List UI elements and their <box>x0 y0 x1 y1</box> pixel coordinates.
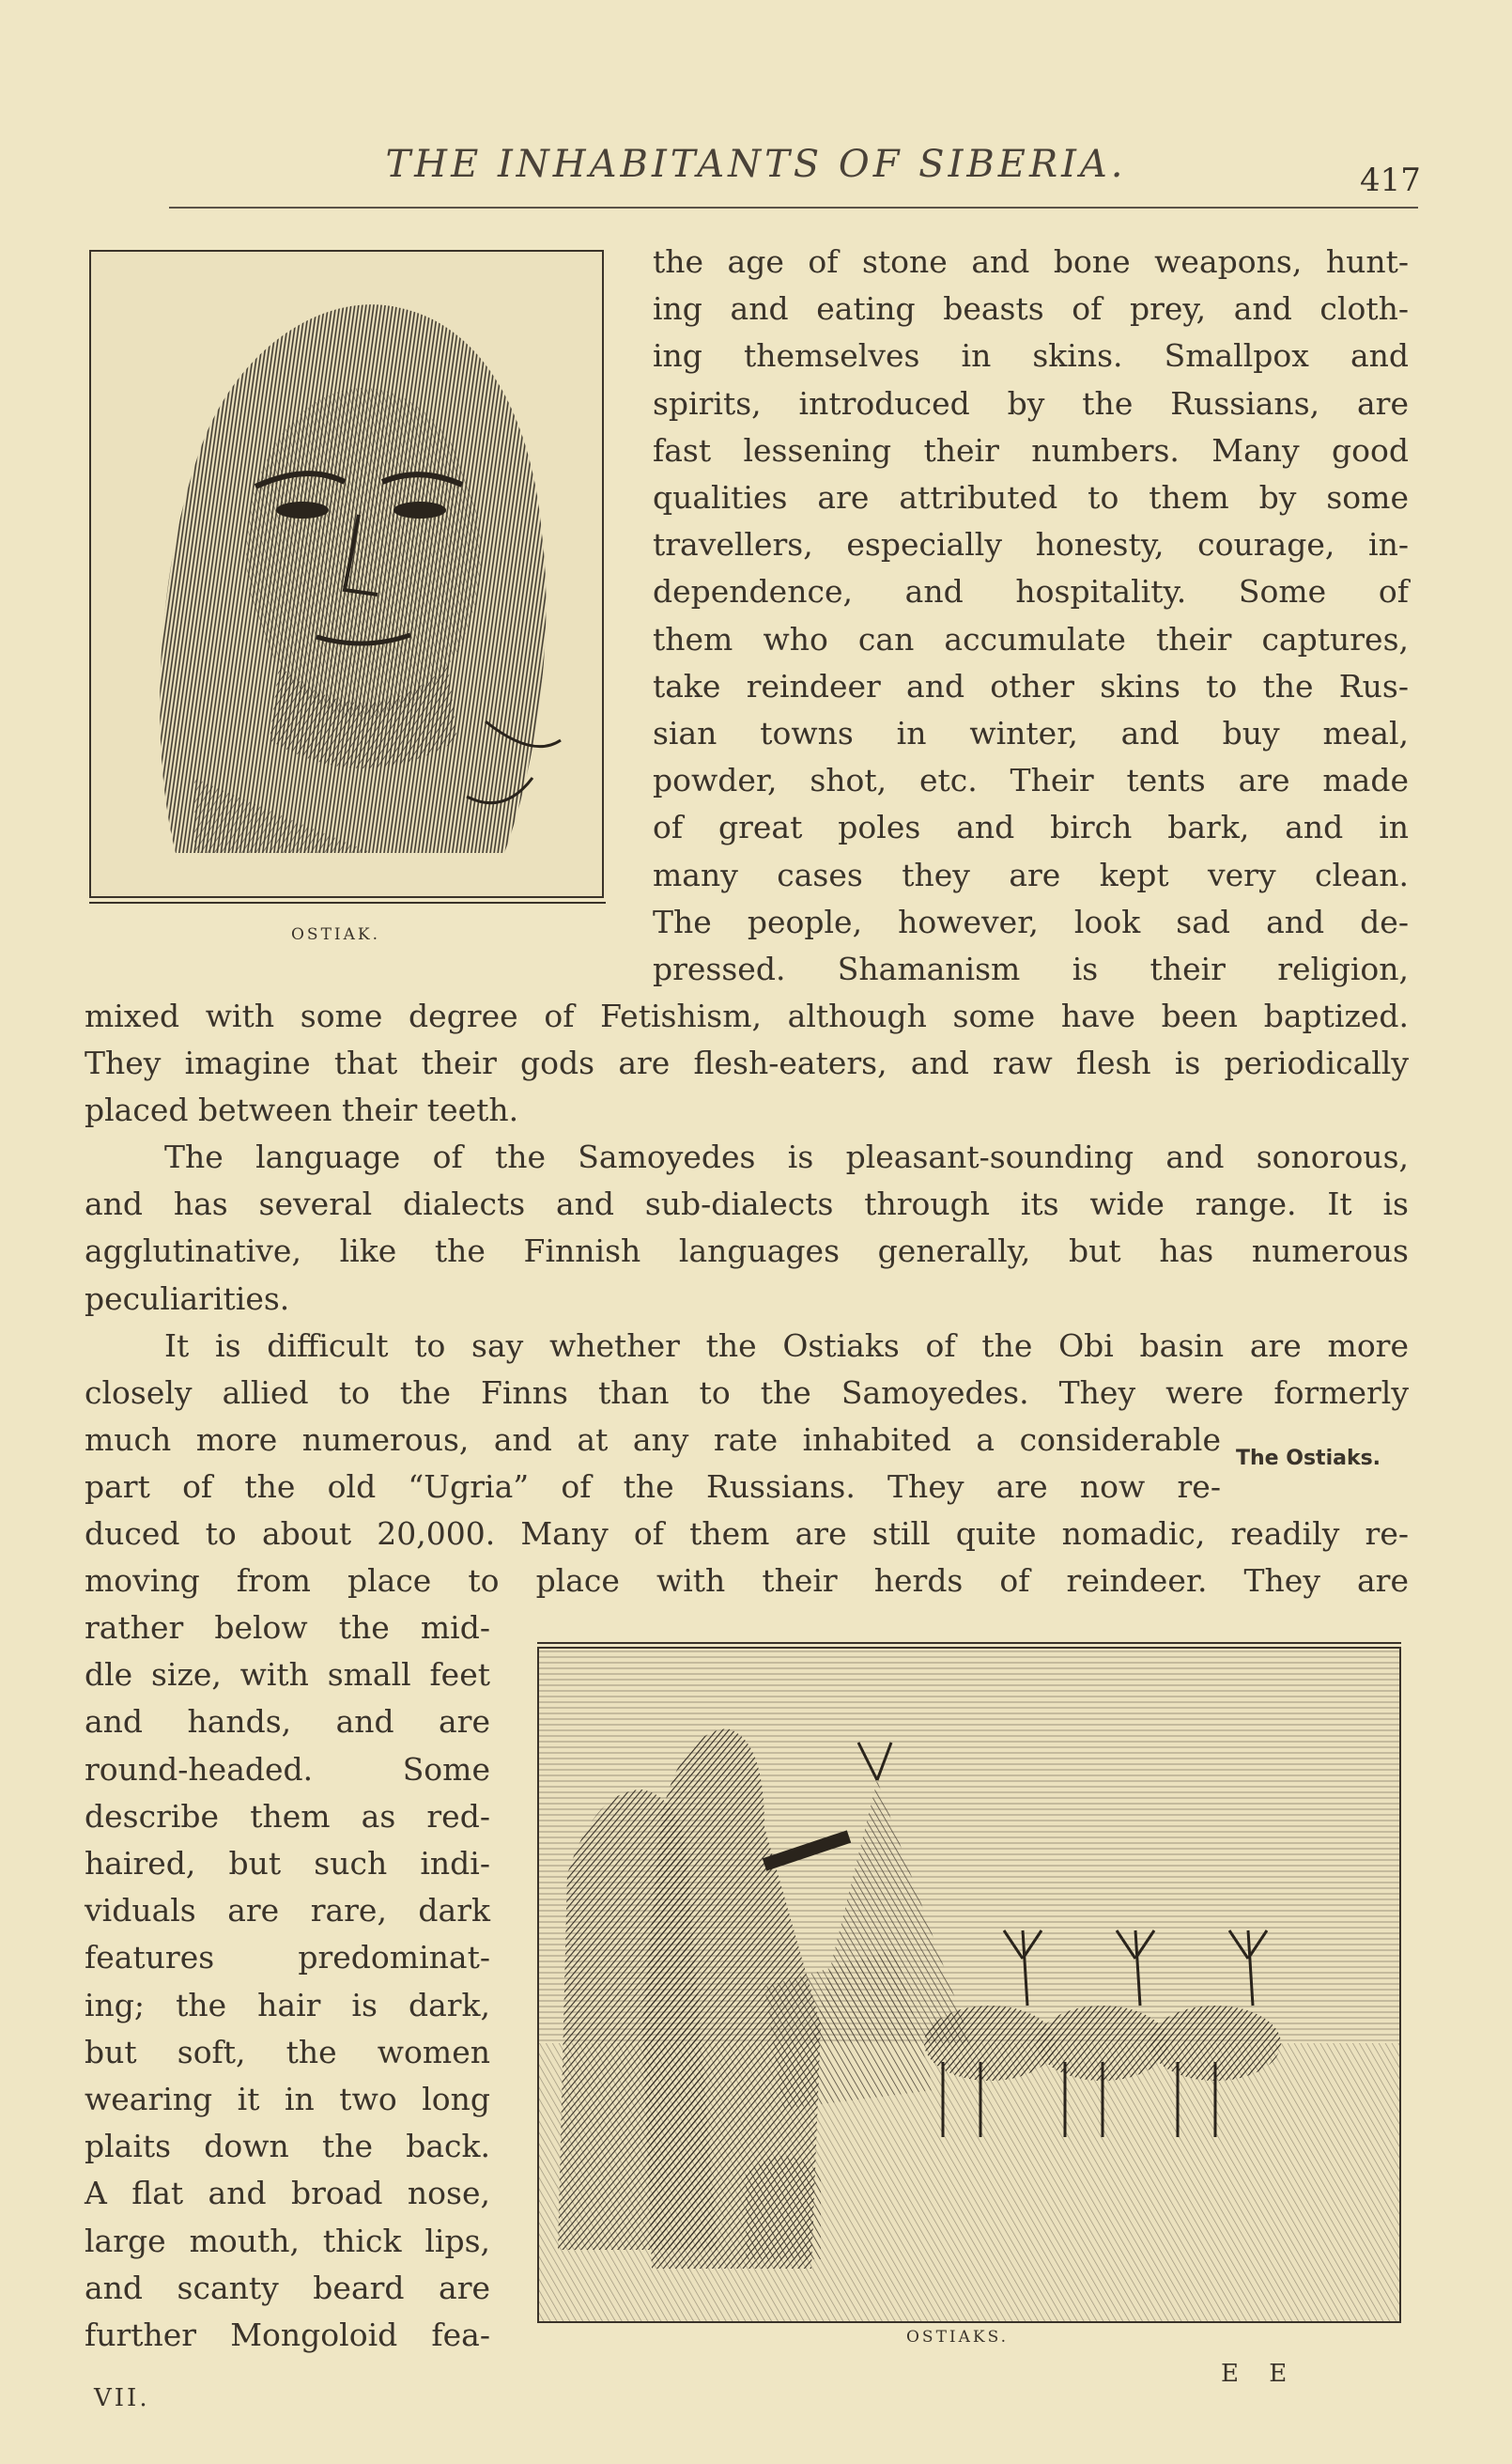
text-line: pressed. Shamanism is their religion, <box>653 951 1409 988</box>
text-line: The language of the Samoyedes is pleasant-sounding and sonorous, <box>164 1139 1409 1175</box>
text-line: haired, but such indi- <box>85 1845 490 1883</box>
text-line: large mouth, thick lips, <box>85 2222 490 2259</box>
text-line: round-headed. Some <box>85 1750 490 1788</box>
text-line: duced to about 20,000. Many of them are still quite nomadic, readily re- <box>85 1515 1409 1552</box>
text-line: them who can accumulate their captures, <box>653 620 1409 658</box>
text-line: The people, however, look sad and de- <box>653 903 1409 940</box>
ostiaks-scene-engraving <box>539 1649 1399 2321</box>
text-line: mixed with some degree of Fetishism, although some have been baptized. <box>85 998 1409 1034</box>
text-line: travellers, especially honesty, courage, in- <box>653 526 1409 564</box>
text-line: placed between their teeth. <box>85 1092 519 1129</box>
margin-note-the-ostiaks: The Ostiaks. <box>1236 1447 1381 1470</box>
text-line: further Mongoloid fea- <box>85 2317 490 2354</box>
paragraph-1-wrapped <box>653 239 1409 993</box>
ostiak-portrait-illustration <box>89 250 604 898</box>
figure-caption-ostiaks: OSTIAKS. <box>906 2328 1010 2347</box>
text-line: part of the old “Ugria” of the Russians. They are now re- <box>85 1468 1221 1506</box>
text-line: of great poles and birch bark, and in <box>653 809 1409 846</box>
text-line: dle size, with small feet <box>85 1656 490 1694</box>
text-line: closely allied to the Finns than to the Samoyedes. They were formerly <box>85 1374 1409 1412</box>
text-line: and has several dialects and sub-dialects through its wide range. It is <box>85 1186 1409 1223</box>
text-line: fast lessening their numbers. Many good <box>653 431 1409 469</box>
text-line: the age of stone and bone weapons, hunt- <box>653 243 1409 280</box>
page-number: 417 <box>1360 162 1421 199</box>
paragraph-3-full <box>85 1511 1409 1604</box>
text-line: They imagine that their gods are flesh-eaters, and raw flesh is periodically <box>85 1045 1409 1082</box>
text-line: viduals are rare, dark <box>85 1892 490 1929</box>
text-line: spirits, introduced by the Russians, are <box>653 384 1409 422</box>
text-line: agglutinative, like the Finnish languages generally, but has numerous <box>85 1232 1409 1270</box>
paragraph-3-upper <box>85 1323 1409 1417</box>
text-line: A flat and broad nose, <box>85 2175 490 2212</box>
text-line: take reindeer and other skins to the Rus- <box>653 667 1409 705</box>
text-line: describe them as red- <box>85 1797 490 1835</box>
paragraph-1-full <box>85 993 1409 1135</box>
running-head: THE INHABITANTS OF SIBERIA. <box>385 143 1127 186</box>
signature-mark: VII. <box>94 2384 150 2412</box>
signature-mark: E E <box>1221 2360 1299 2388</box>
text-line: peculiarities. <box>85 1279 290 1317</box>
text-line: rather below the mid- <box>85 1609 490 1646</box>
text-line: and scanty beard are <box>85 2269 490 2306</box>
text-line: It is difficult to say whether the Ostiaks of the Obi basin are more <box>164 1327 1409 1364</box>
paragraph-3-beside-note <box>85 1417 1221 1511</box>
figure-rule <box>537 1642 1401 1644</box>
text-line: wearing it in two long <box>85 2081 490 2118</box>
text-line: ing themselves in skins. Smallpox and <box>653 337 1409 375</box>
text-line: many cases they are kept very clean. <box>653 856 1409 893</box>
text-line: but soft, the women <box>85 2033 490 2070</box>
text-line: powder, shot, etc. Their tents are made <box>653 762 1409 799</box>
text-line: qualities are attributed to them by some <box>653 479 1409 517</box>
ostiak-portrait-engraving <box>91 252 602 896</box>
text-line: dependence, and hospitality. Some of <box>653 573 1409 611</box>
text-line: moving from place to place with their herds of reindeer. They are <box>85 1562 1409 1600</box>
text-line: ing; the hair is dark, <box>85 1986 490 2023</box>
ostiaks-reindeer-illustration <box>537 1647 1401 2323</box>
text-line: and hands, and are <box>85 1703 490 1741</box>
paragraph-3-narrow <box>85 1604 490 2359</box>
text-line: sian towns in winter, and buy meal, <box>653 715 1409 752</box>
text-line: much more numerous, and at any rate inhabited a considerable <box>85 1421 1221 1458</box>
text-line: features predominat- <box>85 1939 490 1976</box>
figure-rule <box>89 902 606 904</box>
header-rule <box>169 207 1418 209</box>
figure-caption-ostiak: OSTIAK. <box>291 925 381 944</box>
text-line: plaits down the back. <box>85 2128 490 2165</box>
paragraph-2 <box>85 1134 1409 1323</box>
text-line: ing and eating beasts of prey, and cloth- <box>653 290 1409 328</box>
